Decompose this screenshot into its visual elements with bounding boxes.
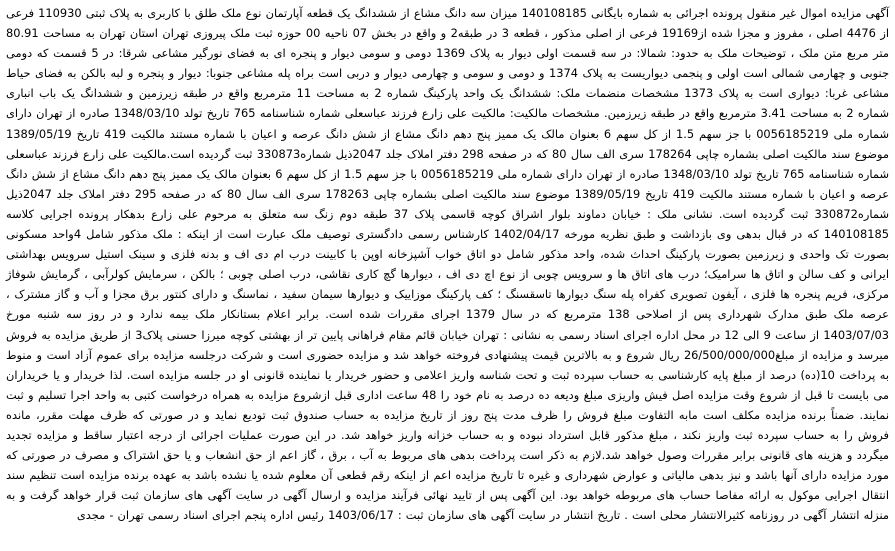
auction-notice-text: آگهی مزایده اموال غیر منقول پرونده اجرائی به شماره بایگانی 140108185 میزان سه دانگ مشاع از ششدانگ یک قطعه آپارتمان نوع ملک طلق با کاربری به پلاک ثبتی 110930 فرعی از 4476 اصلی ، مفروز و مجزا شده از19169 فرعی از اصلی مذکور ، قطعه 3 در طبقه2 و واقع در بخش 07 ناحیه 00 حوزه ثبت ملک پیروزی تهران استان تهران به مساحت 80.91 متر مربع متن ملک ، توضیحات ملک به حدود: شمالا: در سه قسمت اولی دیوار به پلاک 1369 دومی و سومی دیوار و پنجره ای به فضای نورگیر مشاعی شرقا: در 5 قسمت که دومی جنوبی و چهارمی شمالی است اولی و پنجمی دیواریست به پلاک 1374 و دومی و سومی و چهارمی دیوار و دربی است براه پله مشاعی جنوبا: دیوار و پنجره و لبه بالکن به فضای حیاط مشاعی غربا: دیواری است به پلاک 1373 مشخصات منضمات ملک: ششدانگ یک واحد پارکینگ شماره 2 به مساحت 11 مترمربع واقع در طبقه زیرزمین و ششدانگ یک باب انباری شماره 2 به مساحت 3.41 مترمربع واقع در طبقه زیرزمین. مشخصات مالکیت: مالکیت علی زارع فرزند عباسعلی شماره شناسنامه 765 تاریخ تولد 1348/03/10 صادره از تهران دارای شماره ملی 0056185219 با جز سهم 1.5 از کل سهم 6 بعنوان مالک یک ممیز پنج دهم دانگ مشاع از شش دانگ عرصه و اعیان با شماره مستند مالکیت 419 تاریخ 1389/05/19 موضوع سند مالکیت اصلی بشماره چاپی 178264 سری الف سال 80 که در صفحه 298 دفتر املاک جلد 2047ذیل شماره330873 ثبت گردیده است.مالکیت علی زارع فرزند عباسعلی شماره شناسنامه 765 تاریخ تولد 1348/03/10 صادره از تهران دارای شماره ملی 0056185219 با جز سهم 1.5 از کل سهم 6 بعنوان مالک یک ممیز پنج دهم دانگ مشاع از شش دانگ عرصه و اعیان با شماره مستند مالکیت 419 تاریخ 1389/05/19 موضوع سند مالکیت اصلی بشماره چاپی 178263 سری الف سال 80 که در صفحه 295 دفتر املاک جلد 2047ذیل شماره330872 ثبت گردیده است. نشانی ملک : خیابان دماوند بلوار اشراق کوچه قاسمی پلاک 37 طبقه دوم زنگ سه متعلق به مرحوم علی زارع بدهکار پرونده اجرایی کلاسه 140108185 که در قبال بدهی وی بازداشت و طبق نظریه مورخه 1402/04/17 کارشناس رسمی دادگستری توصیف ملک عبارت است از اینکه : ملک مذکور شامل 4واحد مسکونی بصورت تک واحدی و زیرزمین بصورت پارکینگ احداث شده، واحد مذکور شامل دو اتاق خواب آشپزخانه اوپن با کابینت درب ام دی اف و بدنه فلزی و سینک استیل سرویس بهداشتی ایرانی و کف سالن و اتاق ها سرامیک؛ درب های اتاق ها و سرویس چوبی از نوع اچ دی اف ، دیوارها گچ کاری نقاشی، درب اصلی چوبی ؛ بالکن ، سرمایش کولرآبی ، گرمایش شوفاژ مرکزی، فریم پنجره ها فلزی ، آیفون تصویری کفراه پله سنگ دیوارها تاسقسنگ ؛ کف پارکینگ موزاییک و دیوارها سیمان سفید ، نماسنگ و دارای کنتور برق مجزا و آب و گاز مشترک ، عرصه ملک طبق مدارک شهرداری پس از اصلاحی 138 مترمربع که در سال 1379 اجرای مقررات شده است. برابر اعلام بستانکار ملک بیمه ندارد و در روز سه شنبه مورخ 1403/07/03 از ساعت 9 الی 12 در محل اداره اجرای اسناد رسمی به نشانی : تهران خیابان قائم مقام فراهانی پایین تر از بهشتی کوچه میرزا حسنی پلاک3 از طریق مزایده به فروش میرسد و مزایده از مبلغ26/500/000/000 ریال شروع و به بالاترین قیمت پیشنهادی فروخته خواهد شد و مزایده حضوری است و شرکت درجلسه مزایده برای عموم آزاد است و منوط به پرداخت 10(ده) درصد از مبلغ پایه کارشناسی به حساب سپرده ثبت و تحت شناسه واریز اعلامی و حضور خریدار یا نماینده قانونی او در جلسه مزایده است. لذا خریدار و یا خریداران می بایست تا قبل از شروع وقت مزایده اصل فیش واریزی مبلغ ودیعه ده درصد به نام خود را 48 ساعت اداری قبل ازشروع مزایده به همراه درخواست کتبی به واحد اجرا تسلیم و ثبت نمایند. ضمناً برنده مزایده مکلف است مابه التفاوت مبلغ فروش را ظرف مدت پنج روز از تاریخ مزایده به حساب صندوق ثبت تودیع نماید و در صورتی که ظرف مهلت مقرر، مانده فروش را به حساب سپرده ثبت واریز نکند ، مبلغ مذکور قابل استرداد نبوده و به حساب خزانه واریز خواهد شد. در این صورت عملیات اجرائی از درجه اعتبار ساقط و مزایده تجدید میگردد و هزینه های قانونی برابر مقررات وصول خواهد شد.لازم به ذکر است پرداخت بدهی های مربوط به آب ، برق ، گاز اعم از حق انشعاب و یا حق اشتراک و مصرف در صورتی که مورد مزایده دارای آنها باشد و نیز بدهی مالیاتی و عوارض شهرداری و غیره تا تاریخ مزایده اعم از اینکه رقم قطعی آن معلوم شده یا نشده باشد به عهده برنده مزایده است تنظیم سند انتقال اجرایی موکول به ارائه مفاصا حساب های مربوطه خواهد بود. این آگهی پس از تایید نهائی فرآیند مزایده و ارسال آگهی در سایت آگهی های سازمان ثبت قرار خواهد گرفت و به منزله انتشار آگهی در روزنامه کثیرالانتشار محلی است . تاریخ انتشار در سایت آگهی های سازمان ثبت : 1403/06/17 رئیس اداره پنجم اجرای اسناد رسمی تهران - مجدی	[6, 6, 890, 523]
